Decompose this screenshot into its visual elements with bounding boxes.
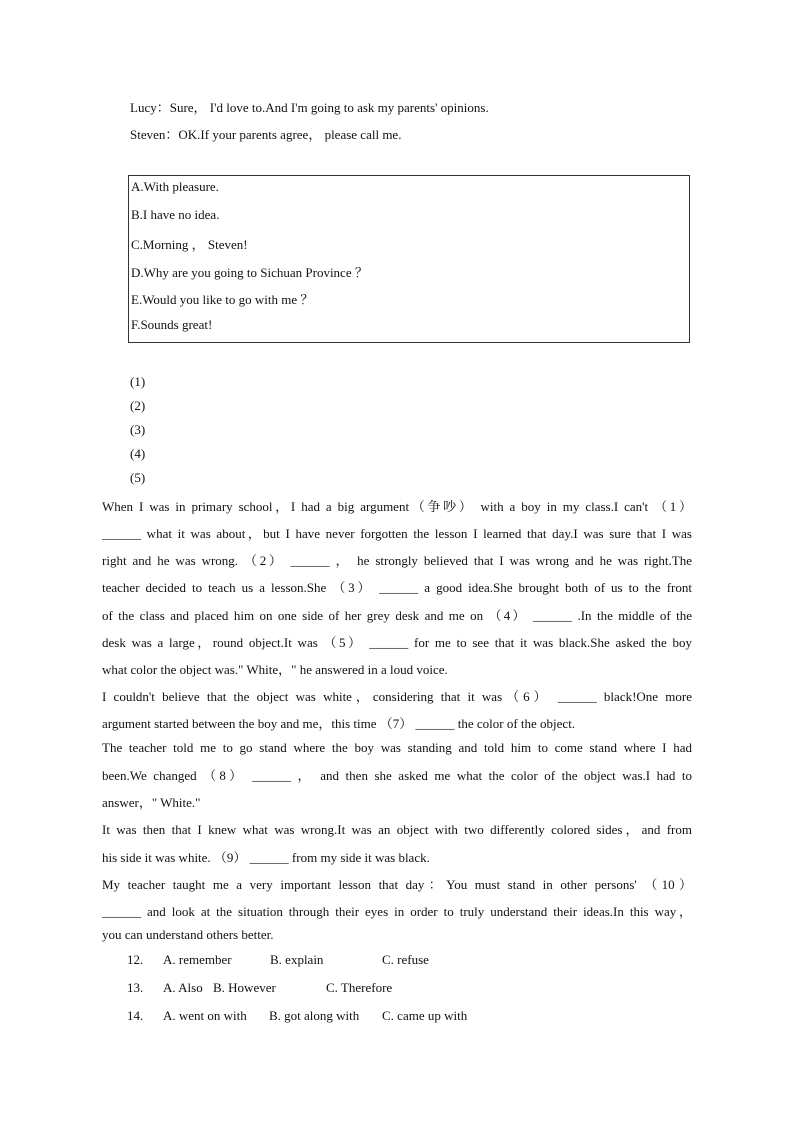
passage-line: been.We changed （8） ______ ， and then she asked me what the color of the object was.I had to — [102, 768, 692, 783]
passage-line: teacher decided to teach us a lesson.She （3） ______ a good idea.She brought both of us to the front — [102, 580, 692, 595]
choice-c: C. Therefore — [326, 980, 393, 995]
answer-number: (4) — [130, 446, 146, 461]
option-e: E.Would you like to go with me ？ — [131, 292, 314, 307]
dialogue-line-steven: Steven：OK.If your parents agree， please call me. — [130, 127, 402, 142]
choice-b: B. However — [213, 980, 276, 995]
passage-line: My teacher taught me a very important lesson that day：You must stand in other persons' （10） — [102, 877, 692, 892]
passage-line: The teacher told me to go stand where the boy was standing and told him to come stand where I had — [102, 740, 692, 755]
choice-a: A. remember — [163, 952, 232, 967]
option-c: C.Morning ， Steven! — [131, 237, 248, 252]
passage-line: desk was a large，round object.It was （5） ______ for me to see that it was black.She asked the boy — [102, 635, 692, 650]
passage-line: you can understand others better. — [102, 927, 274, 942]
passage-line: When I was in primary school，I had a big argument（争吵） with a boy in my class.I can't （1） — [102, 499, 692, 514]
dialogue-line-lucy: Lucy：Sure， I'd love to.And I'm going to ask my parents' opinions. — [130, 100, 489, 115]
choice-b: B. explain — [270, 952, 324, 967]
passage-line: argument started between the boy and me，this time （7） ______ the color of the object. — [102, 716, 576, 731]
answer-number: (2) — [130, 398, 146, 413]
passage-line: ______ and look at the situation through their eyes in order to truly understand their ideas.In this way， — [102, 904, 692, 919]
option-b: B.I have no idea. — [131, 207, 220, 222]
passage-line: right and he was wrong. （2） ______ ， he strongly believed that I was wrong and he was right.The — [102, 553, 692, 568]
answer-number: (5) — [130, 470, 146, 485]
passage-line: of the class and placed him on one side of her grey desk and me on （4） ______ .In the middle of the — [102, 608, 692, 623]
question-number: 12. — [127, 952, 144, 967]
question-number: 13. — [127, 980, 144, 995]
choice-b: B. got along with — [269, 1008, 360, 1023]
choice-c: C. came up with — [382, 1008, 468, 1023]
passage-line: answer，" White." — [102, 795, 201, 810]
option-d: D.Why are you going to Sichuan Province ？ — [131, 265, 368, 280]
passage-line: It was then that I knew what was wrong.It was an object with two differently colored sides，and from — [102, 822, 692, 837]
passage-line: I couldn't believe that the object was white，considering that it was（6） ______ black!One more — [102, 689, 692, 704]
passage-line: his side it was white. （9） ______ from my side it was black. — [102, 850, 430, 865]
choice-a: A. went on with — [163, 1008, 247, 1023]
question-number: 14. — [127, 1008, 144, 1023]
passage-line: ______ what it was about，but I have never forgotten the lesson I learned that day.I was sure that I was — [102, 526, 692, 541]
choice-a: A. Also — [163, 980, 203, 995]
choice-c: C. refuse — [382, 952, 429, 967]
options-box — [128, 175, 690, 343]
passage-line: what color the object was." White，" he answered in a loud voice. — [102, 662, 448, 677]
option-a: A.With pleasure. — [131, 179, 219, 194]
answer-number: (3) — [130, 422, 146, 437]
option-f: F.Sounds great! — [131, 317, 213, 332]
answer-number: (1) — [130, 374, 146, 389]
